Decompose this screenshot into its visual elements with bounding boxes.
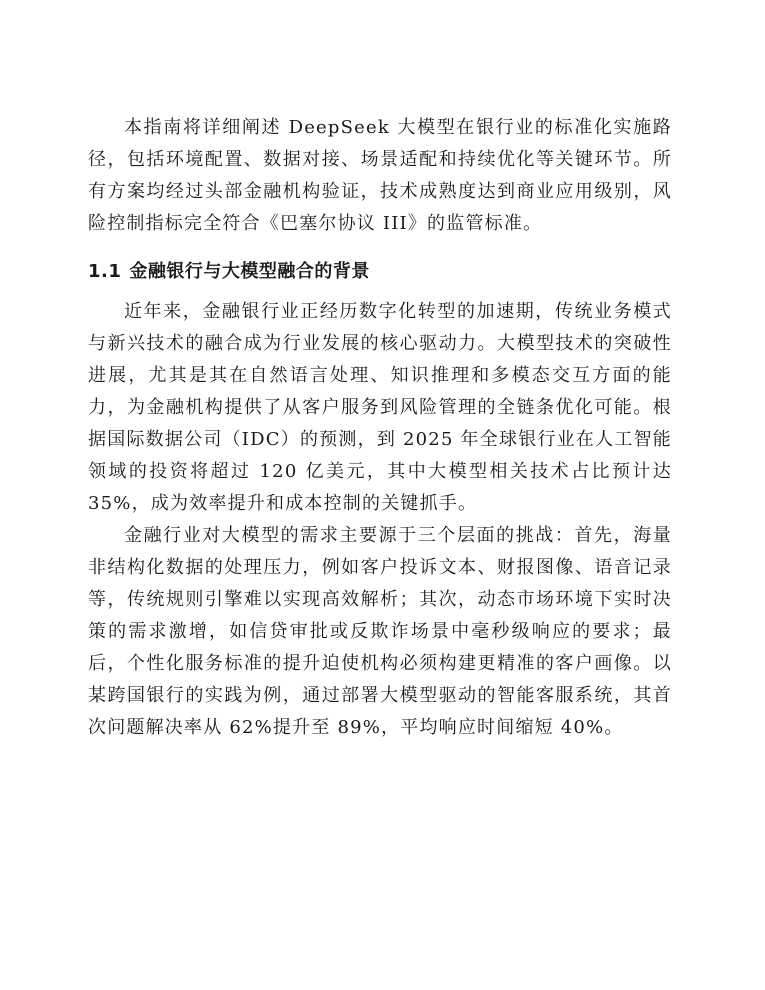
section-number: 1.1 — [88, 261, 122, 282]
section-title: 金融银行与大模型融合的背景 — [129, 261, 370, 282]
document-body — [88, 112, 672, 744]
background-paragraph-2: 金融行业对大模型的需求主要源于三个层面的挑战：首先，海量非结构化数据的处理压力，例如客户投诉文本、财报图像、语音记录等，传统规则引擎难以实现高效解析；其次，动态市场环境下实时决策的需求激增，如信贷审批或反欺诈场景中毫秒级响应的要求；最后，个性化服务标准的提升迫使机构必须构建更精准的客户画像。以某跨国银行的实践为例，通过部署大模型驱动的智能客服系统，其首次问题解决率从 62%提升至 89%，平均响应时间缩短 40%。 — [88, 525, 672, 738]
section-heading — [88, 256, 672, 288]
intro-paragraph: 本指南将详细阐述 DeepSeek 大模型在银行业的标准化实施路径，包括环境配置、数据对接、场景适配和持续优化等关键环节。所有方案均经过头部金融机构验证，技术成熟度达到商业应用级别，风险控制指标完全符合《巴塞尔协议 III》的监管标准。 — [88, 117, 672, 234]
background-paragraph-1: 近年来，金融银行业正经历数字化转型的加速期，传统业务模式与新兴技术的融合成为行业发展的核心驱动力。大模型技术的突破性进展，尤其是其在自然语言处理、知识推理和多模态交互方面的能力，为金融机构提供了从客户服务到风险管理的全链条优化可能。根据国际数据公司（IDC）的预测，到 2025 年全球银行业在人工智能领域的投资将超过 120 亿美元，其中大模型相关技术占比预计达 35%，成为效率提升和成本控制的关键抓手。 — [88, 301, 672, 514]
